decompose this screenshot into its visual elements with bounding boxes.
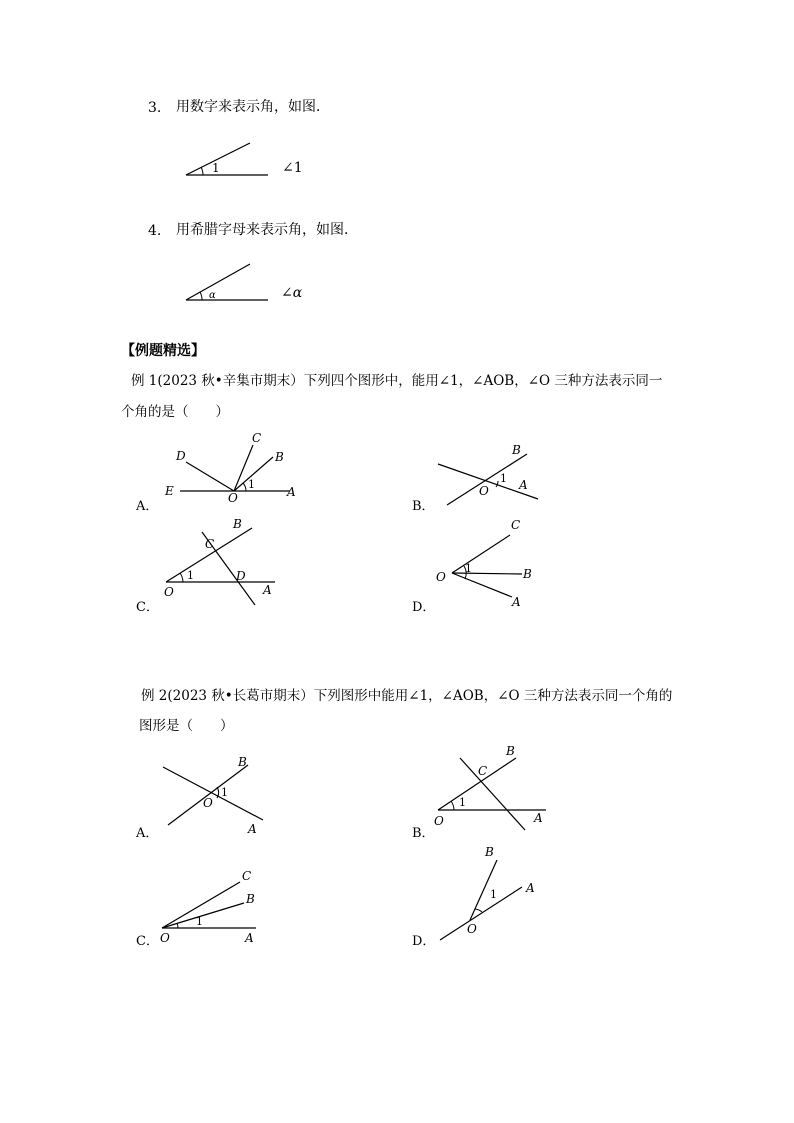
svg-text:A: A <box>519 478 528 492</box>
svg-text:1: 1 <box>465 562 472 575</box>
svg-text:A: A <box>287 485 296 499</box>
ex1-figure-b <box>438 443 538 505</box>
svg-text:O: O <box>436 570 446 584</box>
svg-text:O: O <box>467 922 477 936</box>
svg-text:O: O <box>164 585 174 599</box>
svg-text:1: 1 <box>187 569 194 582</box>
sec4-number: 4. <box>148 223 162 239</box>
svg-text:1: 1 <box>221 786 228 799</box>
ex1-question-line1: 例 1(2023 秋•辛集市期末）下列四个图形中，能用∠1，∠AOB，∠O 三种方法表示同一 <box>131 373 663 389</box>
svg-text:1: 1 <box>459 796 466 809</box>
ex2-option-a[interactable]: A． <box>136 826 159 841</box>
svg-text:A: A <box>263 583 272 597</box>
sec3-notation: ∠1 <box>282 160 303 176</box>
svg-text:1: 1 <box>490 888 497 901</box>
ex2-figure-a <box>163 755 263 836</box>
svg-text:O: O <box>160 931 170 945</box>
svg-text:B: B <box>246 892 255 906</box>
svg-text:A: A <box>248 822 257 836</box>
ex1-option-a[interactable]: A． <box>136 499 159 514</box>
svg-text:O: O <box>479 484 489 498</box>
svg-text:A: A <box>512 595 521 609</box>
svg-text:B: B <box>506 744 515 758</box>
svg-text:O: O <box>203 796 213 810</box>
sec4-fig-label: α <box>209 290 216 301</box>
ex1-figure-c <box>164 517 275 605</box>
svg-text:B: B <box>485 845 494 859</box>
ex2-figure-b <box>434 744 546 830</box>
ex1-figure-d <box>436 518 532 609</box>
svg-text:B: B <box>523 567 532 581</box>
ex2-question-line2: 图形是（ ） <box>139 718 234 734</box>
svg-text:A: A <box>526 881 535 895</box>
svg-text:O: O <box>434 814 444 828</box>
svg-text:D: D <box>236 569 246 583</box>
sec3-number: 3. <box>148 100 162 116</box>
svg-text:1: 1 <box>196 915 203 928</box>
ex2-option-c[interactable]: C． <box>136 934 159 949</box>
ex2-figure-d <box>440 845 535 940</box>
ex2-option-b[interactable]: B． <box>412 826 435 841</box>
ex1-question-line2: 个角的是（ ） <box>121 404 229 420</box>
sec3-fig-label: 1 <box>212 161 220 175</box>
svg-text:A: A <box>245 931 254 945</box>
svg-text:E: E <box>165 484 174 498</box>
svg-text:C: C <box>252 431 262 445</box>
ex2-question-line1: 例 2(2023 秋•长葛市期末）下列图形中能用∠1，∠AOB，∠O 三种方法表示同一个角的 <box>141 688 673 704</box>
svg-text:O: O <box>228 491 238 505</box>
svg-text:B: B <box>238 755 247 769</box>
svg-text:A: A <box>534 811 543 825</box>
sec4-text: 用希腊字母来表示角，如图． <box>176 222 358 238</box>
ex2-option-d[interactable]: D． <box>412 934 436 949</box>
ex2-figure-c <box>160 869 256 945</box>
ex1-option-b[interactable]: B． <box>412 499 435 514</box>
section-heading: 【例题精选】 <box>121 343 205 359</box>
svg-text:C: C <box>478 764 488 778</box>
svg-text:B: B <box>233 517 242 531</box>
svg-text:D: D <box>176 449 186 463</box>
svg-text:C: C <box>511 518 521 532</box>
sec3-text: 用数字来表示角，如图． <box>176 99 330 115</box>
ex1-figure-a <box>164 431 296 505</box>
svg-text:B: B <box>275 450 284 464</box>
ex1-option-c[interactable]: C． <box>136 600 159 615</box>
svg-text:C: C <box>205 537 215 551</box>
svg-text:1: 1 <box>248 478 255 491</box>
ex1-option-d[interactable]: D． <box>412 600 436 615</box>
svg-text:1: 1 <box>500 472 507 485</box>
svg-text:B: B <box>512 443 521 457</box>
sec4-notation: ∠α <box>281 285 303 301</box>
svg-text:C: C <box>242 869 252 883</box>
